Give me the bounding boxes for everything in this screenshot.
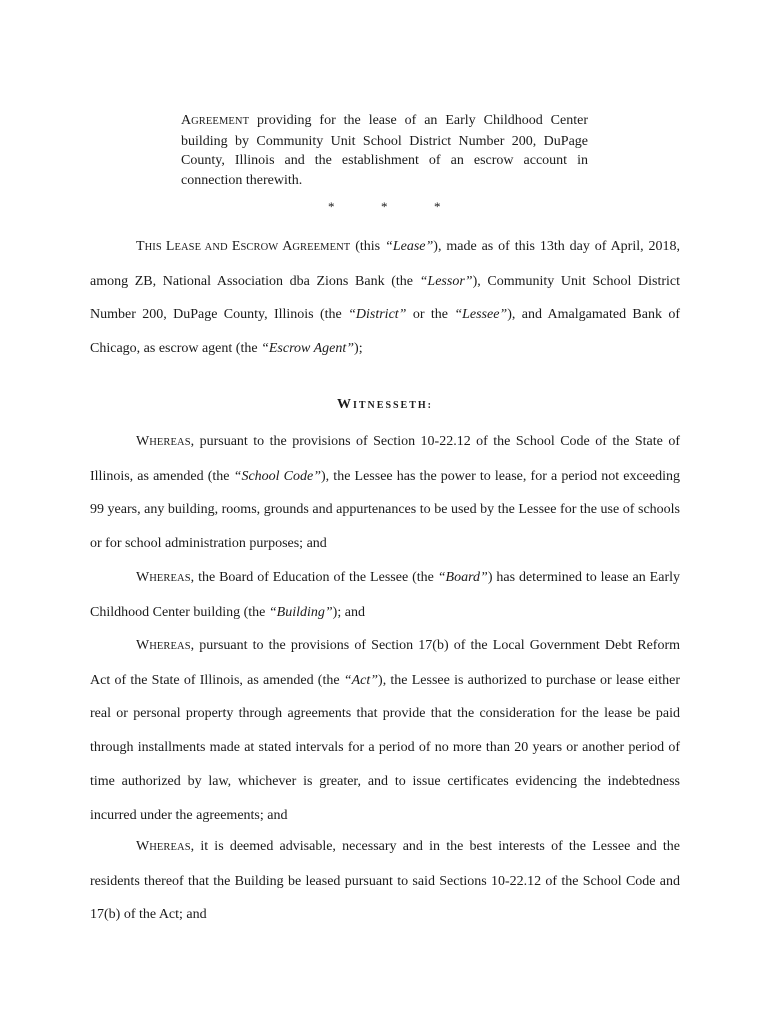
recital-paragraph bbox=[90, 629, 680, 832]
defined-term-district: “District” bbox=[348, 307, 407, 323]
recital-paragraph bbox=[90, 561, 680, 629]
recital-whereas: W bbox=[136, 434, 150, 449]
recital-text: ), the Lessee has the power to lease, for a period not exceeding 99 years, any building, rooms, grounds and appurtenances to be used by the Lessee for the use of schools or for school administration purposes; and bbox=[90, 468, 680, 552]
section-separator bbox=[0, 199, 770, 219]
intro-text: or the bbox=[406, 307, 455, 323]
recital-whereas: W bbox=[136, 638, 150, 653]
intro-text: ); bbox=[354, 341, 363, 357]
defined-term-board: “Board” bbox=[437, 570, 488, 585]
recital-whereas-smallcaps: HEREAS bbox=[149, 842, 191, 853]
defined-term-lease: “Lease” bbox=[385, 239, 434, 254]
preamble-lead-smallcaps: GREEMENT bbox=[191, 116, 250, 127]
heading-lead: W bbox=[336, 397, 353, 412]
recital-text: , the Board of Education of the Lessee (the bbox=[190, 570, 438, 585]
intro-paragraph bbox=[90, 230, 680, 366]
separator-star: * bbox=[434, 199, 441, 214]
intro-word-smallcaps: HIS bbox=[144, 242, 166, 253]
witnesseth-heading bbox=[0, 396, 770, 413]
intro-word: T bbox=[136, 239, 145, 254]
recital-whereas-smallcaps: HEREAS bbox=[149, 437, 191, 448]
heading-rest: ITNESSETH: bbox=[352, 400, 434, 411]
recital-whereas: W bbox=[136, 570, 150, 585]
recital-whereas-smallcaps: HEREAS bbox=[149, 573, 191, 584]
defined-term-act: “Act” bbox=[343, 672, 379, 688]
recital-whereas-smallcaps: HEREAS bbox=[149, 641, 191, 652]
recital-text: ); and bbox=[332, 604, 365, 620]
intro-word-smallcaps: SCROW bbox=[240, 242, 283, 253]
separator-star: * bbox=[328, 199, 335, 214]
defined-term-escrow-agent: “Escrow Agent” bbox=[261, 341, 355, 357]
preamble-lead: A bbox=[181, 113, 192, 128]
intro-word-smallcaps: EASE AND bbox=[174, 242, 232, 253]
recital-text: , it is deemed advisable, necessary and in the best interests of the Lessee and the residents thereof that the Building be leased pursuant to said Sections 10-22.12 of the School Code and 17(b) of the Act; and bbox=[90, 839, 680, 923]
intro-word: E bbox=[231, 239, 241, 254]
intro-text: ), Community Unit School District Number 200, DuPage County, Illinois (the bbox=[90, 273, 680, 323]
intro-word: A bbox=[282, 239, 293, 254]
defined-term-school-code: “School Code” bbox=[233, 468, 322, 484]
recital-paragraph bbox=[90, 830, 680, 932]
recital-text: ), the Lessee is authorized to purchase or lease either real or personal property through agreements that provide that the consideration for the lease be paid through installments made at stated intervals for a period of no more than 20 years or another period of time authorized by law, whichever is greater, and to issue certificates evidencing the indebtedness incurred under the agreements; and bbox=[90, 672, 680, 823]
recital-text: , pursuant to the provisions of Section 17(b) of the Local Government Debt Reform Act of the State of Illinois, as amended (the bbox=[90, 638, 680, 688]
defined-term-building: “Building” bbox=[268, 604, 333, 620]
intro-word-smallcaps: GREEMENT bbox=[292, 242, 351, 253]
separator-star: * bbox=[381, 199, 388, 214]
recital-whereas: W bbox=[136, 839, 150, 854]
intro-word: L bbox=[165, 239, 175, 254]
defined-term-lessee: “Lessee” bbox=[454, 307, 508, 323]
preamble-text: providing for the lease of an Early Childhood Center building by Community Unit School District Number 200, DuPage County, Illinois and the establishment of an escrow account in connection therewith. bbox=[181, 113, 588, 188]
intro-text: (this bbox=[350, 239, 386, 254]
defined-term-lessor: “Lessor” bbox=[419, 273, 473, 289]
preamble-paragraph bbox=[181, 111, 588, 190]
intro-text: ), and Amalgamated Bank of Chicago, as escrow agent (the bbox=[90, 307, 680, 357]
recital-text: ) has determined to lease an Early Childhood Center building (the bbox=[90, 570, 680, 620]
intro-text: ), made as of this 13th day of April, 2018, among ZB, National Association dba Zions Bank (the bbox=[90, 239, 681, 289]
recital-text: , pursuant to the provisions of Section 10-22.12 of the School Code of the State of Illinois, as amended (the bbox=[90, 434, 680, 484]
recital-paragraph bbox=[90, 425, 680, 561]
